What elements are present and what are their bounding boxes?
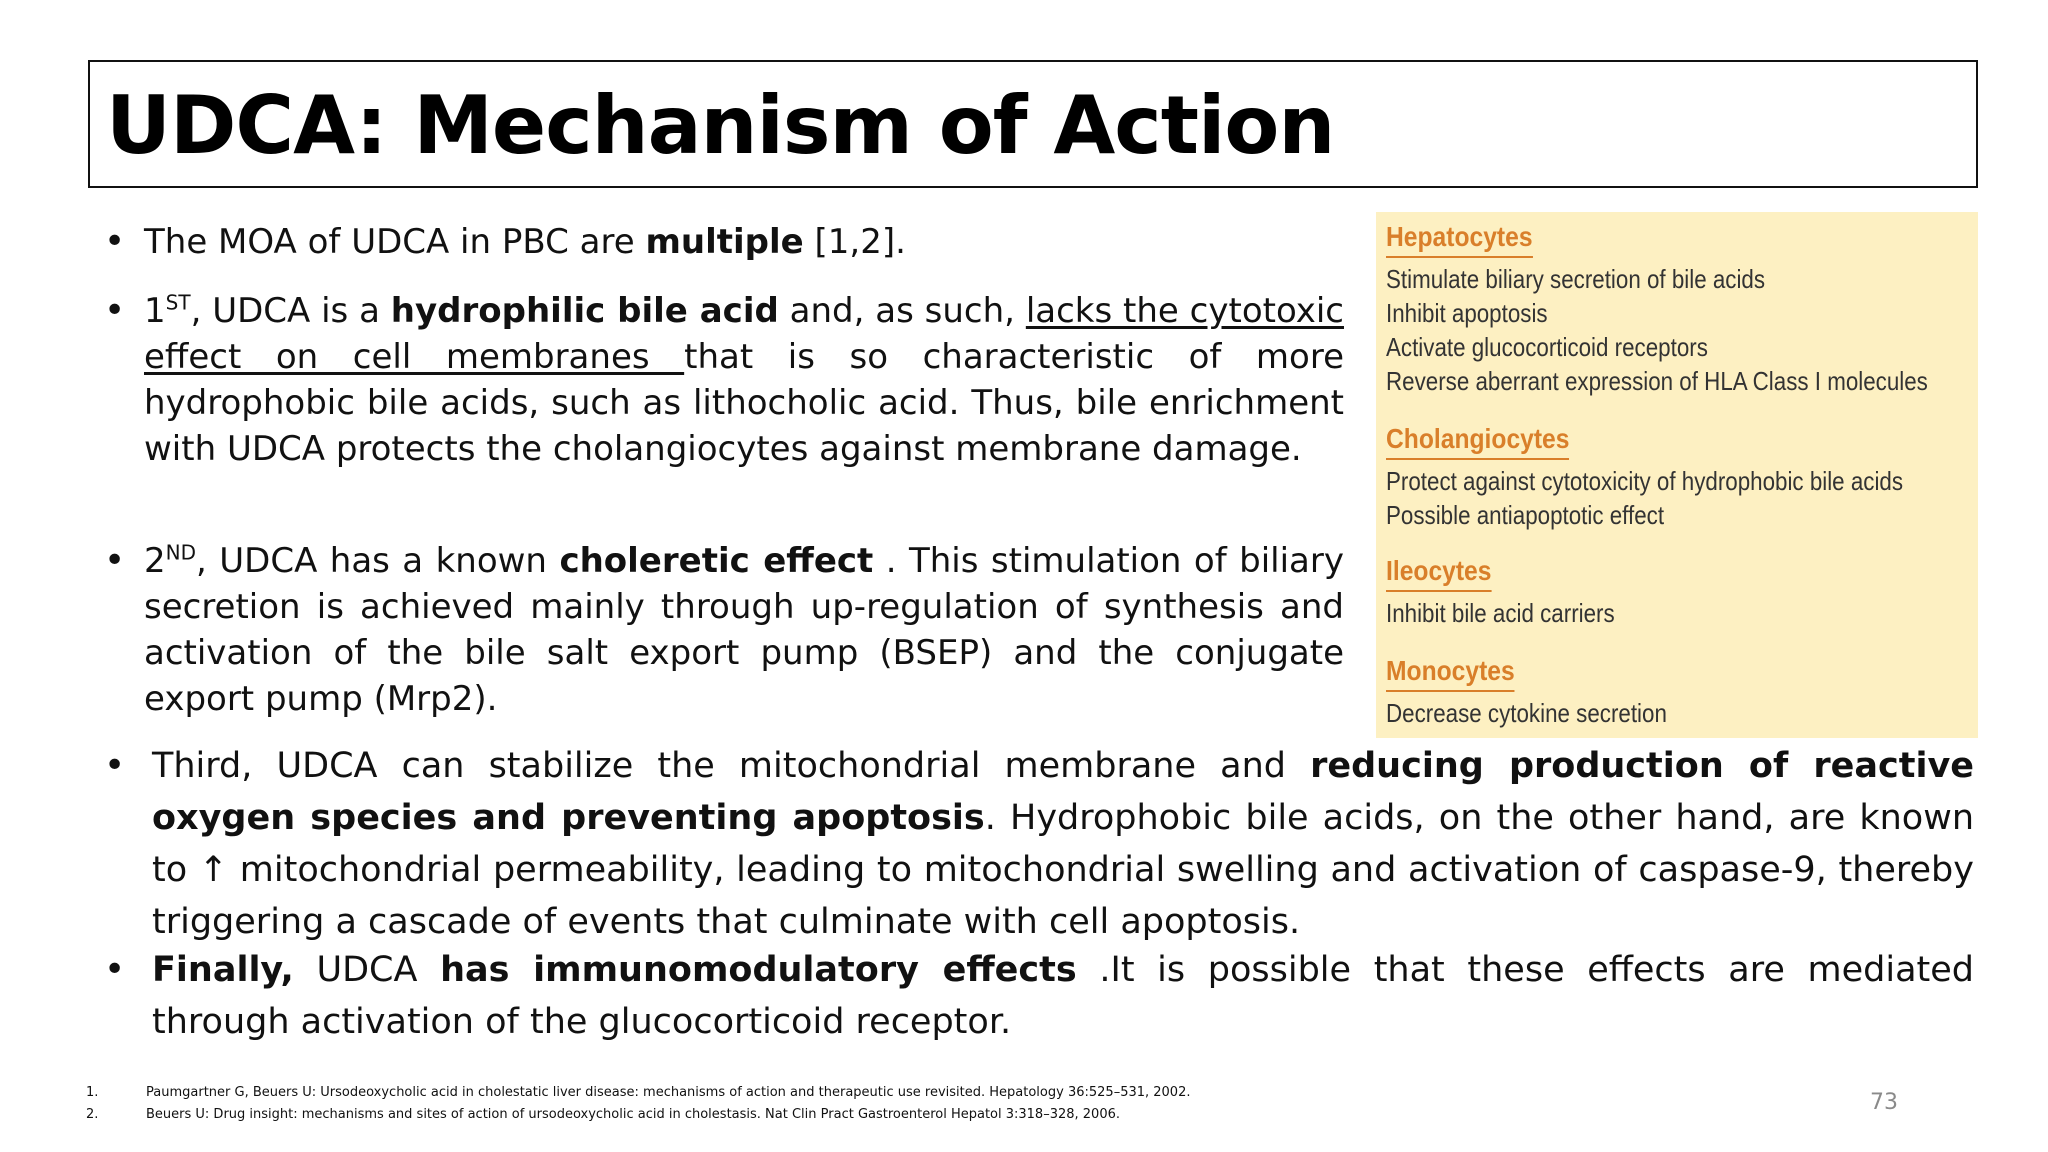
- bullet-marker: •: [104, 949, 126, 990]
- bullet-text: 2ND, UDCA has a known choleretic effect . This stimulation of biliary secretion is achieved mainly through up-regulation of synthesis and activation of the bile salt export pump (BSEP) and the conjugate export pump (Mrp2).: [144, 540, 1344, 719]
- panel-item: Inhibit apoptosis: [1386, 298, 1548, 328]
- references: [86, 1082, 1386, 1126]
- reference-item: [86, 1082, 1386, 1104]
- panel-item: Reverse aberrant expression of HLA Class I molecules: [1386, 366, 1928, 396]
- reference-text: Paumgartner G, Beuers U: Ursodeoxycholic acid in cholestatic liver disease: mechanisms of action and therapeutic use revisited. Hepatology 36:525–531, 2002.: [146, 1085, 1191, 1100]
- panel-header-monocytes: Monocytes: [1386, 654, 1515, 692]
- panel-item: Decrease cytokine secretion: [1386, 698, 1667, 728]
- slide-title: UDCA: Mechanism of Action: [106, 79, 1335, 172]
- bullet-marker: •: [104, 290, 126, 331]
- title-box: [88, 60, 1978, 188]
- reference-number: 2.: [86, 1107, 99, 1122]
- panel-item: Stimulate biliary secretion of bile acids: [1386, 264, 1766, 294]
- bullet-text: 1ST, UDCA is a hydrophilic bile acid and, as such, lacks the cytotoxic effect on cell membranes that is so characteristic of more hydrophobic bile acids, such as lithocholic acid. Thus, bile enrichment with UDCA protects the cholangiocytes against membrane damage.: [144, 290, 1345, 469]
- reference-item: [86, 1104, 1386, 1126]
- panel-item: Inhibit bile acid carriers: [1386, 598, 1615, 628]
- panel-item: Protect against cytotoxicity of hydrophobic bile acids: [1386, 466, 1904, 496]
- reference-number: 1.: [86, 1085, 99, 1100]
- page-number: 73: [1870, 1090, 1898, 1115]
- panel-header-cholangiocytes: Cholangiocytes: [1386, 422, 1569, 460]
- cell-effects-panel: [1376, 212, 1978, 738]
- bullet-text: The MOA of UDCA in PBC are multiple [1,2].: [144, 222, 906, 262]
- bullet-marker: •: [104, 540, 126, 581]
- panel-header-hepatocytes: Hepatocytes: [1386, 220, 1533, 258]
- bullet-marker: •: [104, 221, 126, 262]
- bullet-text: Third, UDCA can stabilize the mitochondrial membrane and reducing production of reactive oxygen species and preventing apoptosis. Hydrophobic bile acids, on the other hand, are known to ↑ mitochondrial permeability, leading to mitochondrial swelling and activation of caspase-9, thereby triggering a cascade of events that culminate with cell apoptosis.: [152, 746, 1975, 942]
- panel-item: Possible antiapoptotic effect: [1386, 500, 1665, 530]
- bullet-marker: •: [104, 745, 126, 786]
- bullet-text: Finally, UDCA has immunomodulatory effects .It is possible that these effects are mediated through activation of the glucocorticoid receptor.: [152, 950, 1974, 1042]
- panel-header-ileocytes: Ileocytes: [1386, 554, 1491, 592]
- panel-item: Activate glucocorticoid receptors: [1386, 332, 1708, 362]
- reference-text: Beuers U: Drug insight: mechanisms and sites of action of ursodeoxycholic acid in cholestasis. Nat Clin Pract Gastroenterol Hepatol 3:318–328, 2006.: [146, 1107, 1120, 1122]
